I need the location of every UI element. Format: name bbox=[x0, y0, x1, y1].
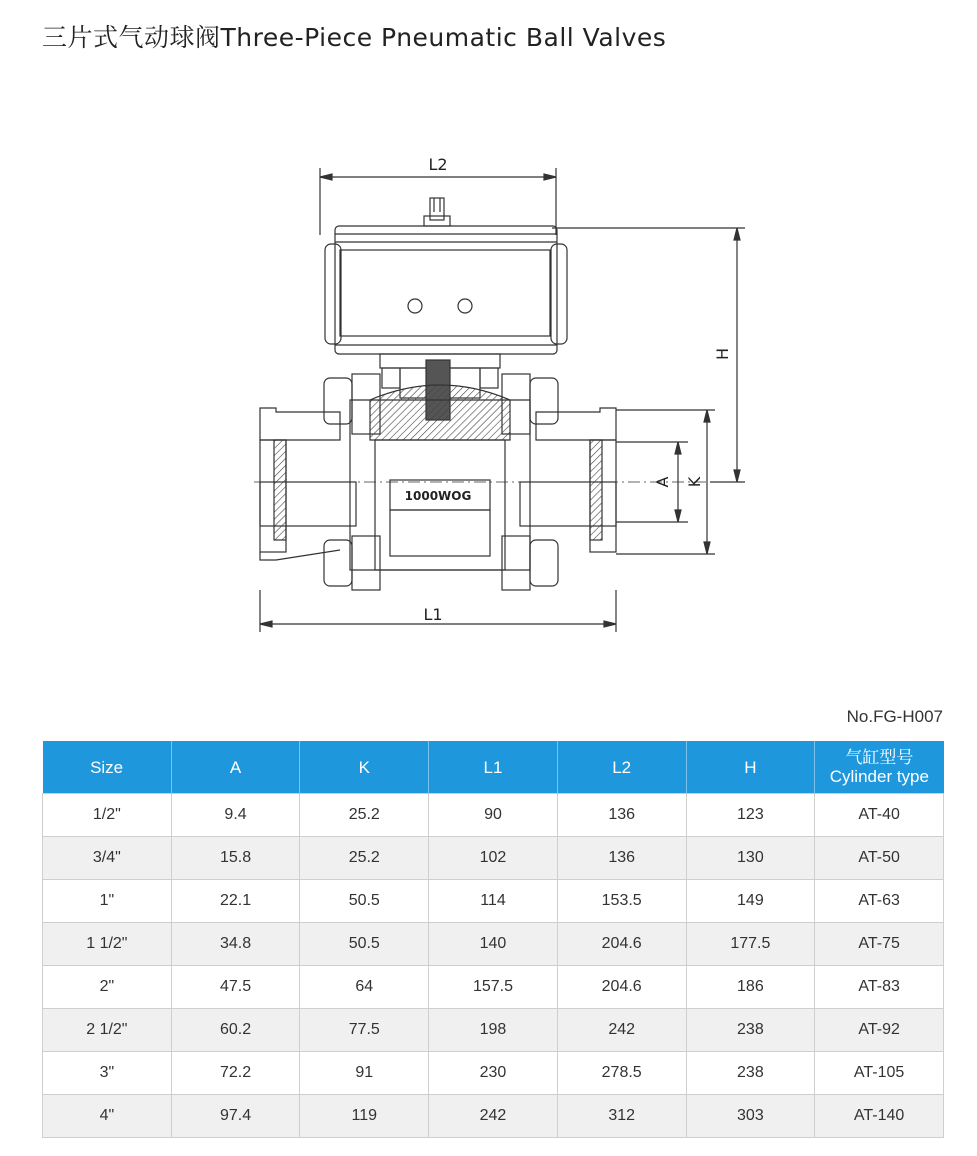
valve-marking: 1000WOG bbox=[404, 489, 472, 503]
cell-a: 9.4 bbox=[171, 794, 300, 837]
cell-cylinder-type: AT-40 bbox=[815, 794, 944, 837]
cell-k: 50.5 bbox=[300, 880, 429, 923]
header-l2: L2 bbox=[557, 741, 686, 794]
header-h: H bbox=[686, 741, 815, 794]
cell-size: 1/2" bbox=[43, 794, 172, 837]
cell-l1: 230 bbox=[429, 1052, 558, 1095]
cell-h: 238 bbox=[686, 1052, 815, 1095]
cell-k: 64 bbox=[300, 966, 429, 1009]
cell-l2: 242 bbox=[557, 1009, 686, 1052]
table-row bbox=[43, 1095, 944, 1138]
cell-size: 3" bbox=[43, 1052, 172, 1095]
cell-size: 2" bbox=[43, 966, 172, 1009]
cell-size: 1" bbox=[43, 880, 172, 923]
cell-l2: 204.6 bbox=[557, 966, 686, 1009]
cell-cylinder-type: AT-83 bbox=[815, 966, 944, 1009]
table-body bbox=[43, 794, 944, 1138]
cell-l1: 198 bbox=[429, 1009, 558, 1052]
cell-h: 238 bbox=[686, 1009, 815, 1052]
table-row bbox=[43, 923, 944, 966]
l2-dimension-label: L2 bbox=[428, 155, 448, 174]
cell-l2: 136 bbox=[557, 794, 686, 837]
cell-h: 130 bbox=[686, 837, 815, 880]
cell-h: 123 bbox=[686, 794, 815, 837]
cell-cylinder-type: AT-50 bbox=[815, 837, 944, 880]
cell-h: 149 bbox=[686, 880, 815, 923]
cell-k: 77.5 bbox=[300, 1009, 429, 1052]
table-row bbox=[43, 794, 944, 837]
cell-size: 2 1/2" bbox=[43, 1009, 172, 1052]
l1-dimension-label: L1 bbox=[423, 605, 443, 624]
cell-k: 50.5 bbox=[300, 923, 429, 966]
header-cylinder-cn: 气缸型号 bbox=[845, 748, 914, 767]
spec-table bbox=[42, 741, 944, 1138]
cell-l1: 102 bbox=[429, 837, 558, 880]
cell-k: 119 bbox=[300, 1095, 429, 1138]
cell-k: 25.2 bbox=[300, 794, 429, 837]
cell-a: 22.1 bbox=[171, 880, 300, 923]
header-a: A bbox=[171, 741, 300, 794]
cell-l2: 312 bbox=[557, 1095, 686, 1138]
page-title: 三片式气动球阀Three-Piece Pneumatic Ball Valves bbox=[42, 23, 667, 52]
header-l1: L1 bbox=[429, 741, 558, 794]
cell-a: 72.2 bbox=[171, 1052, 300, 1095]
cell-a: 15.8 bbox=[171, 837, 300, 880]
cell-l1: 157.5 bbox=[429, 966, 558, 1009]
cell-cylinder-type: AT-140 bbox=[815, 1095, 944, 1138]
cell-cylinder-type: AT-75 bbox=[815, 923, 944, 966]
cell-h: 177.5 bbox=[686, 923, 815, 966]
cell-cylinder-type: AT-63 bbox=[815, 880, 944, 923]
header-cylinder-type bbox=[815, 741, 944, 794]
model-number: No.FG-H007 bbox=[846, 707, 943, 726]
cell-l1: 114 bbox=[429, 880, 558, 923]
cell-k: 25.2 bbox=[300, 837, 429, 880]
cell-cylinder-type: AT-105 bbox=[815, 1052, 944, 1095]
cell-l2: 278.5 bbox=[557, 1052, 686, 1095]
cell-a: 97.4 bbox=[171, 1095, 300, 1138]
header-size: Size bbox=[43, 741, 172, 794]
cell-l1: 242 bbox=[429, 1095, 558, 1138]
h-dimension-label: H bbox=[713, 347, 732, 361]
k-dimension-label: K bbox=[685, 476, 704, 488]
table-header-row bbox=[43, 741, 944, 794]
valve-drawing bbox=[240, 150, 760, 650]
cell-size: 4" bbox=[43, 1095, 172, 1138]
table-row bbox=[43, 837, 944, 880]
cell-h: 303 bbox=[686, 1095, 815, 1138]
cell-a: 34.8 bbox=[171, 923, 300, 966]
cell-size: 1 1/2" bbox=[43, 923, 172, 966]
cell-a: 60.2 bbox=[171, 1009, 300, 1052]
cell-size: 3/4" bbox=[43, 837, 172, 880]
table-row bbox=[43, 1052, 944, 1095]
header-cylinder-en: Cylinder type bbox=[829, 767, 929, 786]
cell-l2: 153.5 bbox=[557, 880, 686, 923]
cell-l1: 140 bbox=[429, 923, 558, 966]
cell-k: 91 bbox=[300, 1052, 429, 1095]
cell-l2: 204.6 bbox=[557, 923, 686, 966]
table-row bbox=[43, 966, 944, 1009]
table-row bbox=[43, 880, 944, 923]
a-dimension-label: A bbox=[653, 476, 672, 488]
cell-h: 186 bbox=[686, 966, 815, 1009]
cell-l1: 90 bbox=[429, 794, 558, 837]
cell-cylinder-type: AT-92 bbox=[815, 1009, 944, 1052]
cell-l2: 136 bbox=[557, 837, 686, 880]
header-k: K bbox=[300, 741, 429, 794]
cell-a: 47.5 bbox=[171, 966, 300, 1009]
table-row bbox=[43, 1009, 944, 1052]
